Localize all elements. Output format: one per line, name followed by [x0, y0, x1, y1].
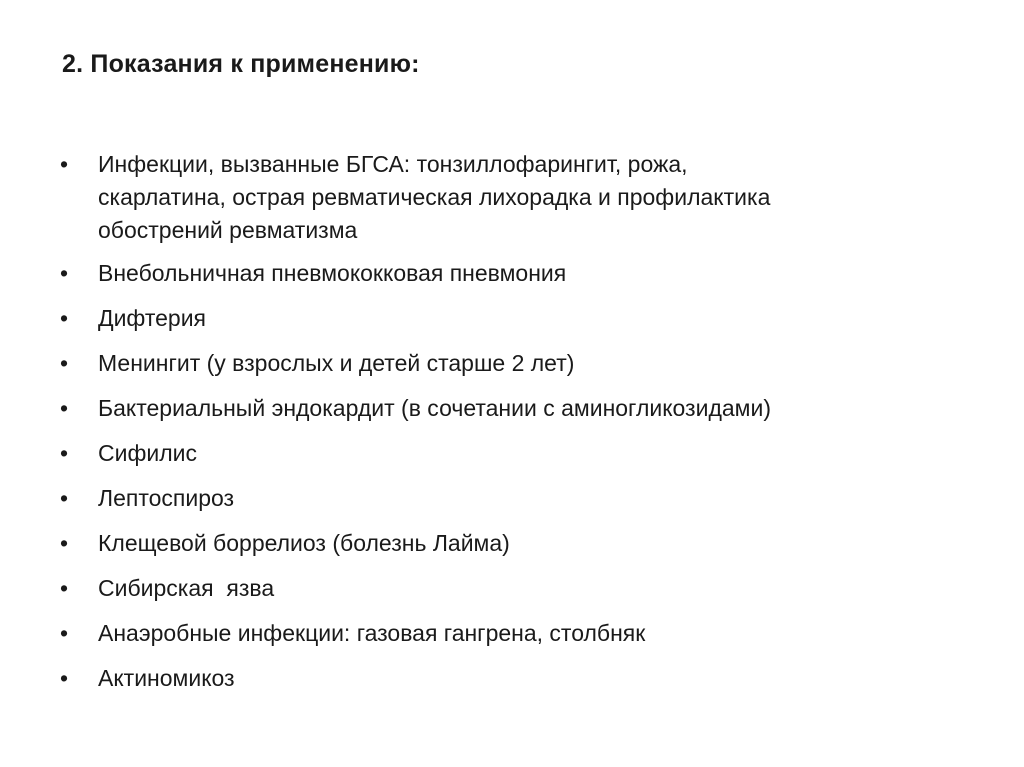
list-item	[0, 617, 1024, 650]
list-item-label: Бактериальный эндокардит (в сочетании с аминогликозидами)	[98, 395, 771, 421]
list-item-label: Клещевой боррелиоз (болезнь Лайма)	[98, 530, 510, 556]
bullet-icon: •	[60, 305, 69, 331]
list-item-label: Актиномикоз	[98, 665, 235, 691]
bullet-icon: •	[60, 530, 69, 556]
bullet-icon: •	[60, 665, 69, 691]
list-item-label: Сибирская язва	[98, 575, 275, 601]
list-item-label: Инфекции, вызванные БГСА: тонзиллофарингит, рожа, скарлатина, острая ревматическая лихорадка и профилактика обострений ревматизма	[98, 151, 771, 243]
bullet-icon: •	[60, 575, 69, 601]
bullet-icon: •	[60, 350, 69, 376]
list-item-label: Внебольничная пневмококковая пневмония	[98, 260, 567, 286]
list-item	[0, 482, 1024, 515]
indications-list	[0, 148, 1024, 707]
list-item-label: Менингит (у взрослых и детей старше 2 лет)	[98, 350, 575, 376]
list-item	[0, 148, 1024, 247]
bullet-icon: •	[60, 260, 69, 286]
list-item	[0, 662, 1024, 695]
list-item-label: Анаэробные инфекции: газовая гангрена, столбняк	[98, 620, 646, 646]
slide-title: 2. Показания к применению:	[62, 50, 420, 78]
list-item	[0, 437, 1024, 470]
bullet-icon: •	[60, 151, 69, 177]
bullet-icon: •	[60, 440, 69, 466]
list-item	[0, 302, 1024, 335]
list-item	[0, 392, 1024, 425]
list-item	[0, 527, 1024, 560]
list-item	[0, 347, 1024, 380]
list-item	[0, 257, 1024, 290]
bullet-icon: •	[60, 620, 69, 646]
list-item-label: Лептоспироз	[98, 485, 235, 511]
bullet-icon: •	[60, 485, 69, 511]
list-item-label: Дифтерия	[98, 305, 207, 331]
bullet-icon: •	[60, 395, 69, 421]
list-item	[0, 572, 1024, 605]
list-item-label: Сифилис	[98, 440, 197, 466]
